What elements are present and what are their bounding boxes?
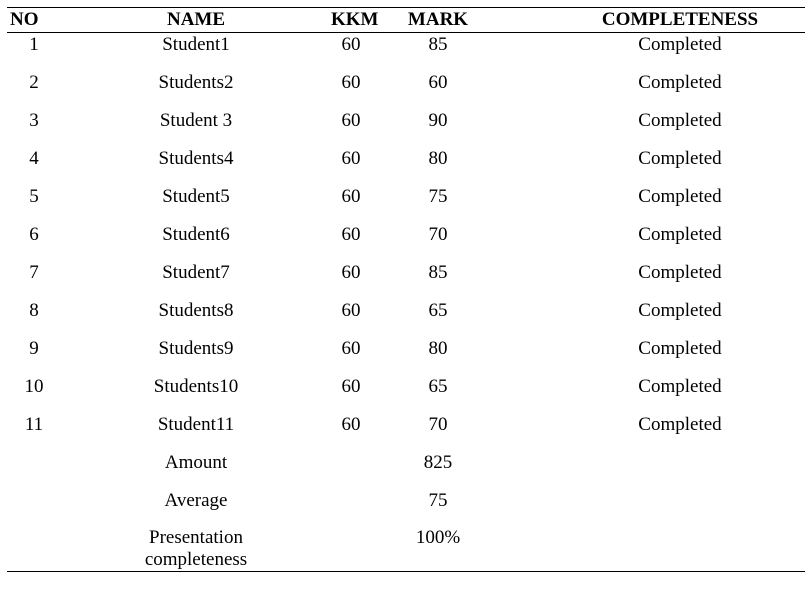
cell-mark: 85 [428,262,448,283]
cell-completeness: Completed [638,34,722,55]
cell-mark: 80 [428,338,448,359]
table-header-row [7,8,805,32]
cell-completeness: Completed [638,414,722,435]
cell-name: Students10 [153,376,239,397]
table-row [7,109,805,147]
header-kkm: KKM [331,9,379,30]
cell-kkm: 60 [341,186,361,207]
cell-name: Student7 [162,262,230,283]
cell-completeness: Completed [638,148,722,169]
cell-mark: 65 [428,376,448,397]
cell-name: Students2 [158,72,234,93]
cell-no: 9 [29,338,39,359]
summary-label-line2: completeness [144,549,248,570]
table-row [7,147,805,185]
cell-completeness: Completed [638,262,722,283]
table-row [7,413,805,451]
header-mark: MARK [407,9,469,30]
cell-no: 10 [24,376,44,397]
cell-no: 1 [29,34,39,55]
cell-completeness: Completed [638,376,722,397]
summary-value: 100% [415,527,461,548]
summary-label [61,527,331,571]
summary-label: Average [164,490,228,511]
summary-value: 75 [428,490,448,511]
cell-name: Students4 [158,148,234,169]
cell-mark: 75 [428,186,448,207]
cell-kkm: 60 [341,262,361,283]
cell-no: 7 [29,262,39,283]
table-row [7,223,805,261]
header-completeness: COMPLETENESS [601,9,759,30]
cell-mark: 65 [428,300,448,321]
summary-row-presentation [7,527,805,571]
table-body [7,33,805,451]
table-row [7,33,805,71]
student-marks-table [7,7,805,572]
cell-completeness: Completed [638,186,722,207]
cell-kkm: 60 [341,224,361,245]
cell-mark: 85 [428,34,448,55]
cell-name: Student6 [162,224,230,245]
table-row [7,185,805,223]
cell-no: 2 [29,72,39,93]
summary-row-amount [7,451,805,489]
header-no: NO [10,9,39,30]
header-name: NAME [166,9,226,30]
cell-completeness: Completed [638,338,722,359]
cell-name: Student 3 [159,110,233,131]
table-row [7,375,805,413]
cell-name: Student5 [162,186,230,207]
cell-no: 8 [29,300,39,321]
cell-no: 4 [29,148,39,169]
table-bottom-rule [7,571,805,572]
cell-mark: 70 [428,224,448,245]
cell-name: Students8 [158,300,234,321]
summary-row-average [7,489,805,527]
table-row [7,299,805,337]
cell-mark: 90 [428,110,448,131]
cell-name: Student1 [162,34,230,55]
cell-mark: 60 [428,72,448,93]
cell-kkm: 60 [341,414,361,435]
cell-completeness: Completed [638,224,722,245]
cell-mark: 70 [428,414,448,435]
cell-kkm: 60 [341,34,361,55]
summary-label: Amount [164,452,228,473]
cell-no: 5 [29,186,39,207]
cell-kkm: 60 [341,110,361,131]
cell-kkm: 60 [341,338,361,359]
cell-no: 3 [29,110,39,131]
summary-value: 825 [423,452,453,473]
cell-kkm: 60 [341,72,361,93]
cell-kkm: 60 [341,300,361,321]
cell-name: Student11 [157,414,235,435]
cell-completeness: Completed [638,72,722,93]
cell-no: 11 [24,414,44,435]
cell-kkm: 60 [341,376,361,397]
cell-name: Students9 [158,338,234,359]
summary-label-line1: Presentation [149,527,243,548]
cell-completeness: Completed [638,300,722,321]
cell-kkm: 60 [341,148,361,169]
cell-no: 6 [29,224,39,245]
table-row [7,71,805,109]
table-row [7,261,805,299]
cell-mark: 80 [428,148,448,169]
cell-completeness: Completed [638,110,722,131]
table-row [7,337,805,375]
